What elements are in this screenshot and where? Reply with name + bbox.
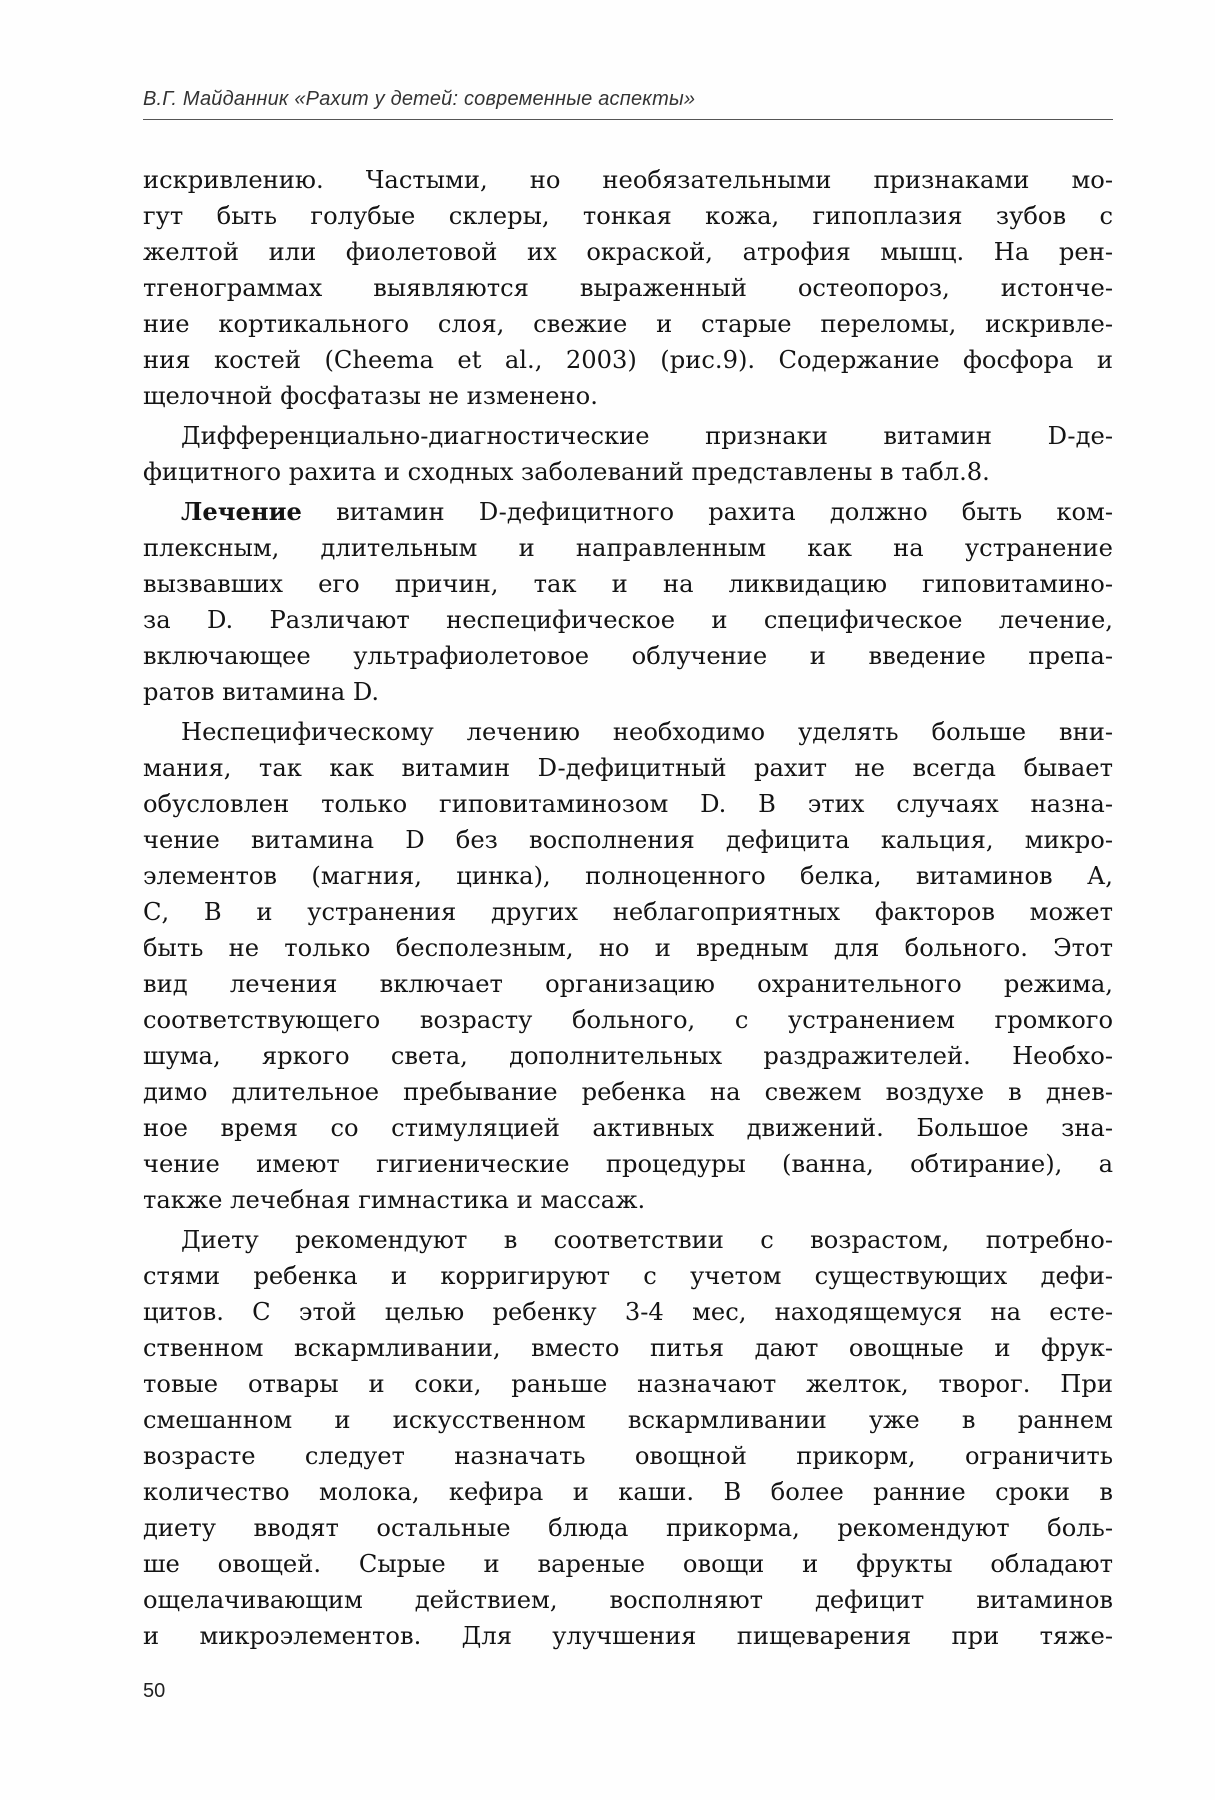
text-line: мания, так как витамин D-дефицитный рахит не всегда бывает xyxy=(143,754,1113,782)
header-rule xyxy=(143,119,1113,120)
text-line: вид лечения включает организацию охранительного режима, xyxy=(143,970,1113,998)
text-line: количество молока, кефира и каши. В более ранние сроки в xyxy=(143,1478,1113,1506)
text-line: С, В и устранения других неблагоприятных факторов может xyxy=(143,898,1113,926)
text-line: стями ребенка и корригируют с учетом существующих дефи- xyxy=(143,1262,1113,1290)
text-line: ше овощей. Сырые и вареные овощи и фрукты обладают xyxy=(143,1550,1113,1578)
text-line: ощелачивающим действием, восполняют дефицит витаминов xyxy=(143,1586,1113,1614)
text-line: гут быть голубые склеры, тонкая кожа, гипоплазия зубов с xyxy=(143,202,1113,230)
text-line: тгенограммах выявляются выраженный остеопороз, истонче- xyxy=(143,274,1113,302)
running-header: В.Г. Майданник «Рахит у детей: современные аспекты» xyxy=(143,88,696,110)
paragraph xyxy=(143,714,1113,1218)
text-line: возрасте следует назначать овощной прикорм, ограничить xyxy=(143,1442,1113,1470)
text-line: и микроэлементов. Для улучшения пищеварения при тяже- xyxy=(143,1622,1113,1650)
bold-lead-word: Лечение xyxy=(181,497,302,526)
text-line: Диету рекомендуют в соответствии с возрастом, потребно- xyxy=(181,1226,1113,1254)
text-line: искривлению. Частыми, но необязательными признаками мо- xyxy=(143,166,1113,194)
paragraph xyxy=(143,418,1113,490)
text-line: за D. Различают неспецифическое и специфическое лечение, xyxy=(143,606,1113,634)
text-line-rest: витамин D-дефицитного рахита должно быть ком- xyxy=(301,498,1113,526)
text-line: товые отвары и соки, раньше назначают желток, творог. При xyxy=(143,1370,1113,1398)
paragraph xyxy=(143,494,1113,710)
text-line: быть не только бесполезным, но и вредным для больного. Этот xyxy=(143,934,1113,962)
text-line: шума, яркого света, дополнительных раздражителей. Необхо- xyxy=(143,1042,1113,1070)
text-line: диету вводят остальные блюда прикорма, рекомендуют боль- xyxy=(143,1514,1113,1542)
text-line: смешанном и искусственном вскармливании уже в раннем xyxy=(143,1406,1113,1434)
text-line: включающее ультрафиолетовое облучение и введение препа- xyxy=(143,642,1113,670)
text-line: ратов витамина D. xyxy=(143,678,380,706)
body-text xyxy=(143,162,1113,1654)
text-line: ния костей (Cheema et al., 2003) (рис.9). Содержание фосфора и xyxy=(143,346,1113,374)
text-line: щелочной фосфатазы не изменено. xyxy=(143,382,598,410)
text-line: ное время со стимуляцией активных движений. Большое зна- xyxy=(143,1114,1113,1142)
paragraph xyxy=(143,1222,1113,1654)
paragraph xyxy=(143,162,1113,414)
text-line: цитов. С этой целью ребенку 3-4 мес, находящемуся на есте- xyxy=(143,1298,1113,1326)
text-line: желтой или фиолетовой их окраской, атрофия мышц. На рен- xyxy=(143,238,1113,266)
text-line: чение имеют гигиенические процедуры (ванна, обтирание), а xyxy=(143,1150,1113,1178)
text-line: соответствующего возрасту больного, с устранением громкого xyxy=(143,1006,1113,1034)
text-line: плексным, длительным и направленным как на устранение xyxy=(143,534,1113,562)
page-number: 50 xyxy=(143,1680,166,1702)
text-line xyxy=(143,494,1113,530)
text-line: элементов (магния, цинка), полноценного белка, витаминов А, xyxy=(143,862,1113,890)
text-line: ние кортикального слоя, свежие и старые переломы, искривле- xyxy=(143,310,1113,338)
text-line: также лечебная гимнастика и массаж. xyxy=(143,1186,646,1214)
text-line: чение витамина D без восполнения дефицита кальция, микро- xyxy=(143,826,1113,854)
text-line: вызвавших его причин, так и на ликвидацию гиповитамино- xyxy=(143,570,1113,598)
text-line: ственном вскармливании, вместо питья дают овощные и фрук- xyxy=(143,1334,1113,1362)
text-line: обусловлен только гиповитаминозом D. В этих случаях назна- xyxy=(143,790,1113,818)
text-line: Дифференциально-диагностические признаки витамин D-де- xyxy=(181,422,1113,450)
text-line: фицитного рахита и сходных заболеваний представлены в табл.8. xyxy=(143,458,990,486)
text-line: Неспецифическому лечению необходимо уделять больше вни- xyxy=(181,718,1113,746)
text-line: димо длительное пребывание ребенка на свежем воздухе в днев- xyxy=(143,1078,1113,1106)
